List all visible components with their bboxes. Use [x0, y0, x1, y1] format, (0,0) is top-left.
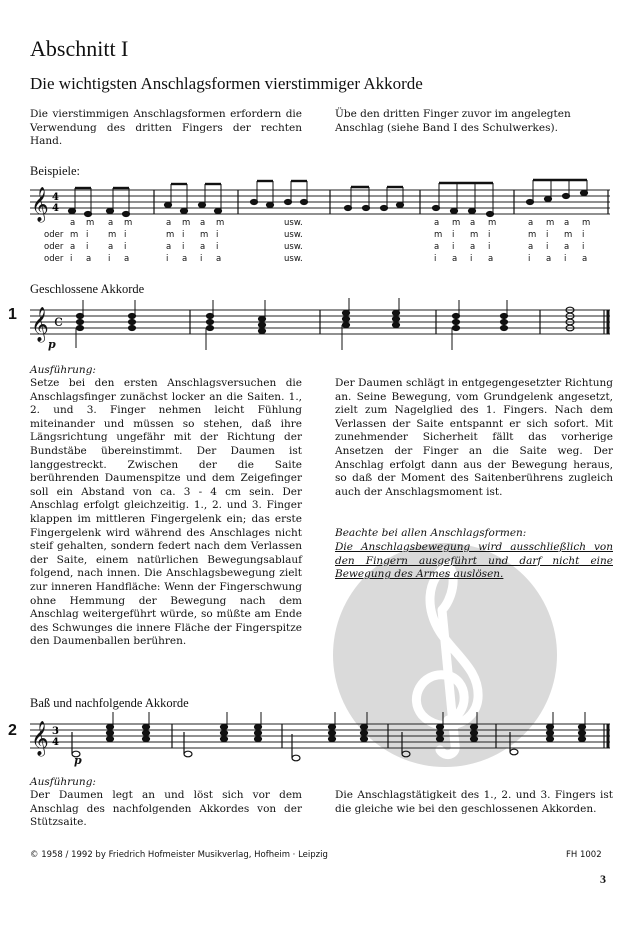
- finger-mark: i: [86, 230, 89, 240]
- finger-mark: i: [200, 254, 203, 264]
- finger-mark: i: [488, 242, 491, 252]
- section2-dynamic: p: [74, 754, 82, 767]
- finger-mark: i: [546, 230, 549, 240]
- oder-label: oder: [44, 254, 64, 264]
- finger-mark: a: [564, 218, 570, 228]
- finger-mark: i: [182, 230, 185, 240]
- section1-dynamic: p: [48, 338, 56, 351]
- finger-mark: i: [182, 242, 185, 252]
- finger-mark: a: [564, 242, 570, 252]
- svg-text:c: c: [54, 311, 63, 330]
- finger-mark: i: [452, 230, 455, 240]
- section2-left-text: Der Daumen legt an und löst sich vor dem Anschlag des nachfolgenden Akkordes von der Stützsaite.: [30, 789, 302, 829]
- finger-mark: a: [582, 254, 588, 264]
- finger-mark: m: [434, 230, 443, 240]
- finger-mark: a: [216, 254, 222, 264]
- section1-left-text: Setze bei den ersten Anschlagsversuchen die Anschlagsfinger zunächst locker an die Saiten. 1., 2. und 3. Finger nehmen leicht Fühlung miteinander und müssen so stehen, daß ihre Längsrichtung ungefähr mit der Richtung der Bundstäbe übereinstimmt. Der Daumen ist langgestreckt. Zwischen der die Saite berührenden Daumenspitze und dem Zeigefinger soll ein Abstand von ca. 3 - 4 cm sein. Der Anschlag erfolgt gleichzeitig. 1., 2. und 3. Finger klappen im mittleren Fingergelenk ein; das erste Fingergelenk wird während des Anschlages nicht steif gehalten, sondern federt nach dem Verlassen der Saite, einem natürlichen Bewegungsablauf folgend, nach innen. Die Anschlagsbewegung zielt zur inneren Handfläche: Wenn der Fingerschwung ohne Hemmung der Bewegung nach dem Anschlag weitergeführt würde, so müßte am Ende des Schwunges die innere Fläche der Fingerspitze den Daumenballen berühren.: [30, 377, 302, 648]
- finger-mark: a: [528, 242, 534, 252]
- finger-mark: m: [488, 218, 497, 228]
- treble-clef-icon: 𝄞: [31, 187, 49, 222]
- finger-mark: i: [582, 230, 585, 240]
- finger-mark: i: [564, 254, 567, 264]
- finger-mark: i: [108, 254, 111, 264]
- finger-mark: m: [108, 230, 117, 240]
- finger-mark: a: [470, 218, 476, 228]
- finger-mark: a: [434, 242, 440, 252]
- finger-mark: a: [452, 254, 458, 264]
- finger-mark: m: [70, 230, 79, 240]
- catalog-number: FH 1002: [566, 850, 602, 860]
- finger-mark: m: [166, 230, 175, 240]
- finger-mark: m: [200, 230, 209, 240]
- finger-mark: m: [546, 218, 555, 228]
- section-subtitle: Die wichtigsten Anschlagsformen vierstimmiger Akkorde: [30, 74, 423, 93]
- section1-note: Die Anschlagsbewegung wird ausschließlich von den Fingern ausgeführt und darf nicht eine Bewegung des Armes auslösen.: [335, 541, 613, 581]
- finger-mark: a: [488, 254, 494, 264]
- finger-mark: usw.: [284, 218, 303, 228]
- svg-text:4: 4: [52, 737, 59, 748]
- finger-indication-rows: [30, 218, 620, 270]
- finger-mark: i: [124, 242, 127, 252]
- finger-mark: m: [216, 218, 225, 228]
- svg-text:4: 4: [52, 203, 59, 214]
- finger-mark: m: [86, 218, 95, 228]
- finger-mark: i: [166, 254, 169, 264]
- finger-mark: i: [86, 242, 89, 252]
- section2-staff: [30, 712, 616, 772]
- finger-mark: a: [200, 242, 206, 252]
- finger-mark: m: [182, 218, 191, 228]
- finger-mark: a: [86, 254, 92, 264]
- treble-clef-icon: 𝄞: [31, 307, 49, 342]
- treble-clef-icon: 𝄞: [31, 721, 49, 756]
- finger-mark: m: [124, 218, 133, 228]
- finger-mark: i: [488, 230, 491, 240]
- finger-mark: i: [216, 242, 219, 252]
- finger-mark: usw.: [284, 254, 303, 264]
- section2-right-text: Die Anschlagstätigkeit des 1., 2. und 3. Fingers ist die gleiche wie bei den geschlossenen Akkorden.: [335, 789, 613, 815]
- finger-mark: m: [528, 230, 537, 240]
- finger-mark: a: [124, 254, 130, 264]
- finger-mark: m: [564, 230, 573, 240]
- finger-mark: i: [216, 230, 219, 240]
- finger-mark: a: [108, 242, 114, 252]
- copyright-notice: © 1958 / 1992 by Friedrich Hofmeister Musikverlag, Hofheim · Leipzig: [30, 850, 328, 860]
- finger-mark: i: [546, 242, 549, 252]
- finger-mark: m: [582, 218, 591, 228]
- section2-label: Baß und nachfolgende Akkorde: [30, 696, 189, 710]
- page-number: 3: [600, 872, 606, 886]
- finger-mark: usw.: [284, 242, 303, 252]
- finger-mark: a: [528, 218, 534, 228]
- finger-mark: i: [124, 230, 127, 240]
- finger-mark: a: [70, 218, 76, 228]
- finger-mark: i: [452, 242, 455, 252]
- section1-number: 1: [8, 306, 17, 323]
- examples-label: Beispiele:: [30, 164, 80, 178]
- finger-mark: a: [70, 242, 76, 252]
- section1-staff: [30, 298, 616, 358]
- finger-mark: usw.: [284, 230, 303, 240]
- finger-mark: a: [108, 218, 114, 228]
- oder-label: oder: [44, 242, 64, 252]
- finger-mark: i: [434, 254, 437, 264]
- finger-mark: m: [470, 230, 479, 240]
- finger-mark: a: [434, 218, 440, 228]
- finger-mark: i: [582, 242, 585, 252]
- section1-heading: Ausführung:: [30, 364, 96, 376]
- section1-right-text: Der Daumen schlägt in entgegengesetzter Richtung an. Seine Bewegung, vom Grundgelenk angesetzt, zielt zum Nagelglied des 1. Fingers. Nach dem Verlassen der Saite entspannt er sich sofort. Mit zunehmender Sicherheit fällt das vorherige Ansetzen der Finger an die Saite weg. Der Anschlag erfolgt dann aus der Bewegung heraus, so daß der Moment des Saitenberührens zugleich auch der Anschlagsmoment ist.: [335, 377, 613, 498]
- section1-note-heading: Beachte bei allen Anschlagsformen:: [335, 527, 527, 539]
- finger-mark: a: [470, 242, 476, 252]
- finger-mark: a: [200, 218, 206, 228]
- finger-mark: a: [182, 254, 188, 264]
- finger-mark: a: [166, 218, 172, 228]
- finger-mark: i: [470, 254, 473, 264]
- finger-mark: m: [452, 218, 461, 228]
- intro-right-text: Übe den dritten Finger zuvor im angelegten Anschlag (siehe Band I des Schulwerkes).: [335, 108, 571, 134]
- finger-mark: a: [546, 254, 552, 264]
- section-title: Abschnitt I: [30, 36, 129, 61]
- section1-label: Geschlossene Akkorde: [30, 282, 145, 296]
- intro-left-text: Die vierstimmigen Anschlagsformen erfordern die Verwendung des dritten Fingers der rechten Hand.: [30, 108, 302, 148]
- svg-text:4: 4: [52, 192, 59, 203]
- svg-text:3: 3: [52, 726, 59, 737]
- oder-label: oder: [44, 230, 64, 240]
- finger-mark: a: [166, 242, 172, 252]
- finger-mark: i: [528, 254, 531, 264]
- finger-mark: i: [70, 254, 73, 264]
- section2-number: 2: [8, 722, 17, 739]
- section2-heading: Ausführung:: [30, 776, 96, 788]
